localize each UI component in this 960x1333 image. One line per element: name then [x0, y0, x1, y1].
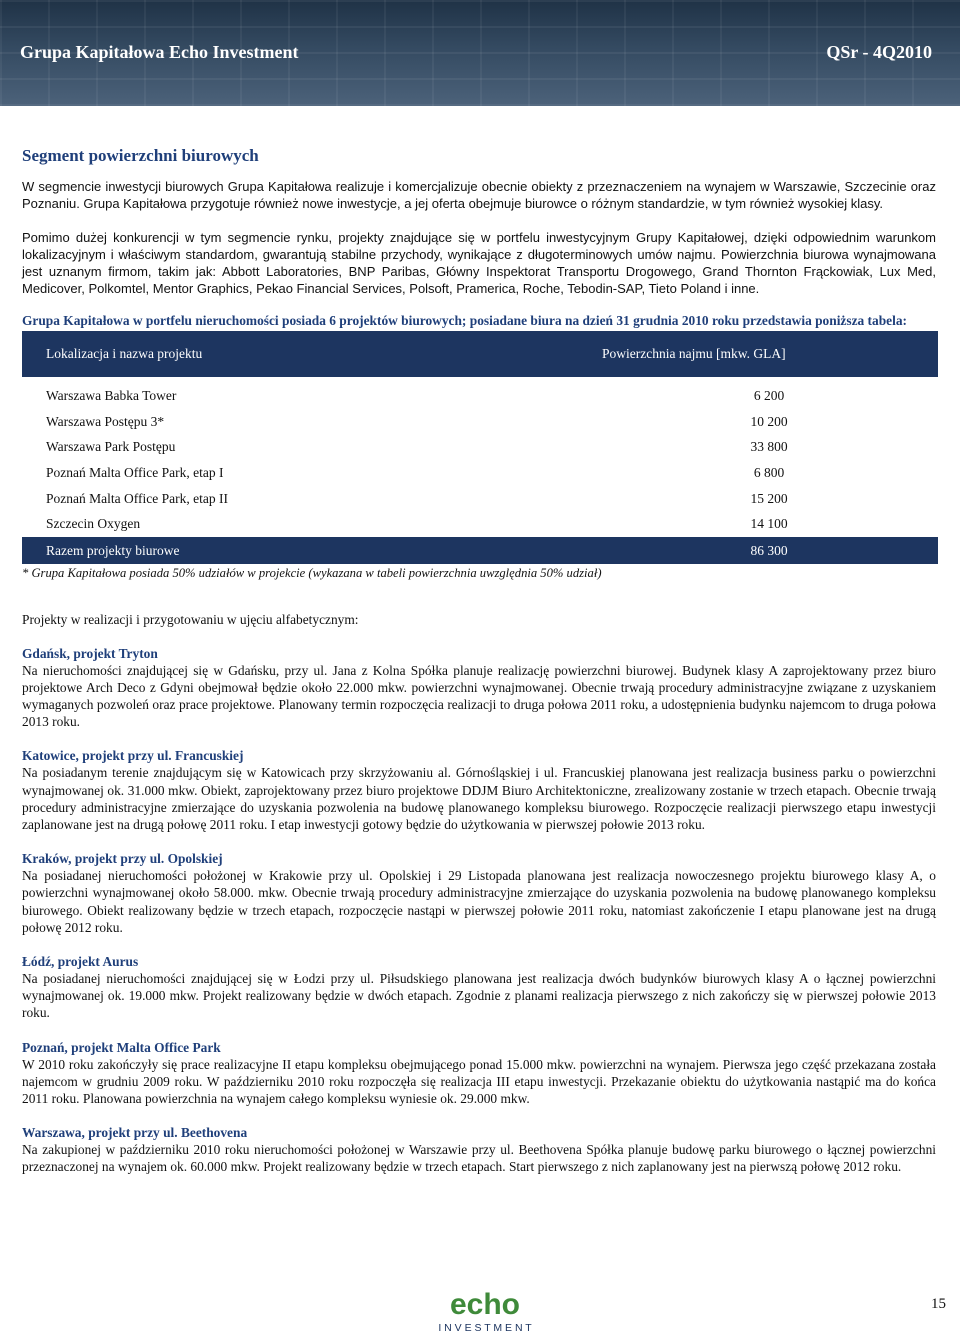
row-location: Warszawa Park Postępu [46, 439, 176, 455]
page-number: 15 [931, 1296, 946, 1312]
project-text: Na posiadanej nieruchomości znajdującej się w Łodzi przy ul. Piłsudskiego planowana jest realizacja dwóch budynków biurowych klasy A o łącznej powierzchni wynajmowanej ok. 19.000 mkw. Projekt realizowany będzie w dwóch etapach. Zgodnie z planami realizacja pierwszego z nich zakończy się w pierwszej połowie 2013 roku. [22, 970, 936, 1021]
column-header-location: Lokalizacja i nazwa projektu [22, 331, 600, 377]
project-block [22, 851, 936, 936]
project-title: Gdańsk, projekt Tryton [22, 645, 158, 661]
total-label: Razem projekty biurowe [22, 537, 600, 564]
row-area: 6 200 [753, 388, 785, 404]
project-block [22, 646, 936, 731]
project-title: Łódź, projekt Aurus [22, 953, 139, 969]
project-title: Katowice, projekt przy ul. Francuskiej [22, 748, 244, 764]
section-title: Segment powierzchni biurowych [22, 146, 259, 165]
table-row [22, 377, 938, 409]
logo-word: echo [449, 1288, 521, 1321]
table-intro: Grupa Kapitałowa w portfelu nieruchomości posiada 6 projektów biurowych; posiadane biura na dzień 31 grudnia 2010 roku przedstawia poniższa tabela: [22, 313, 907, 328]
page-header [0, 0, 960, 106]
project-text: Na posiadanym terenie znajdującym się w Katowicach przy skrzyżowaniu al. Górnośląskiej i ul. Francuskiej planowana jest realizacja business parku o powierzchni wynajmowanej ok. 31.000 mkw. Obiekt, zaprojektowany przez biuro projektowe DDJM Biuro Architektoniczne, zrealizowany zostanie w trzech etapach. Obecnie trwają procedury administracyjne zmierzające do uzyskania pozwolenia na budowę planowanego kompleksu biurowego. Rozpoczęcie realizacji pierwszego etapu inwestycji zaplanowane jest na drugą połowę 2011 roku. I etap inwestycji gotowy będzie do użytkowania w pierwszej połowie 2013 roku. [22, 765, 936, 832]
table-header-row [22, 331, 938, 377]
table-row [22, 435, 938, 461]
row-area: 6 800 [753, 465, 785, 481]
column-header-area: Powierzchnia najmu [mkw. GLA] [600, 331, 938, 377]
row-area: 10 200 [750, 413, 788, 429]
logo-subword: I N V E S T M E N T [438, 1322, 532, 1333]
project-title: Kraków, projekt przy ul. Opolskiej [22, 851, 223, 867]
project-text: Na posiadanej nieruchomości położonej w Krakowie przy ul. Opolskiej i 29 Listopada planowana jest realizacja nowoczesnego projektu biurowego klasy A, o powierzchni wynajmowanej około 58.000. mkw. Obecnie trwają procedury administracyjne zmierzające do uzyskania pozwolenia na budowę planowanego kompleksu biurowego. Obiekt realizowany będzie w trzech etapach, rozpoczęcie nastąpi w pierwszej połowie 2011 roku, natomiast zakończenie I etapu planowane jest na drugą połowę 2012 roku. [22, 868, 936, 935]
header-company-name: Grupa Kapitałowa Echo Investment [20, 42, 299, 62]
main-content [22, 146, 936, 1176]
table-total-row [22, 537, 938, 564]
project-title: Warszawa, projekt przy ul. Beethovena [22, 1125, 248, 1141]
second-paragraph: Pomimo dużej konkurencji w tym segmencie rynku, projekty znajdujące się w portfelu inwestycyjnym Grupy Kapitałowej, dzięki odpowiednim warunkom lokalizacyjnym i właściwym standardom, gwarantują stabilne przychody, wynikające z długoterminowych umów najmu. Powierzchnia biurowa wynajmowana jest uznanym firmom, takim jak: Abbott Laboratories, BNP Paribas, Główny Inspektorat Transportu Drogowego, Grand Thornton Frąckowiak, Lux Med, Medicover, Polkomtel, Mentor Graphics, Pekao Financial Services, Polsoft, Pramerica, Roche, Tebodin-SAP, Tieto Poland i inne. [22, 230, 936, 296]
row-area: 15 200 [750, 490, 788, 506]
intro-paragraph: W segmencie inwestycji biurowych Grupa Kapitałowa realizuje i komercjalizuje obecnie obiekty z przeznaczeniem na wynajem w Warszawie, Szczecinie oraz Poznaniu. Grupa Kapitałowa przygotuje również nowe inwestycje, a jej oferta obejmuje biurowce o różnym standardzie, w tym również wysokiej klasy. [22, 179, 936, 211]
project-block [22, 1040, 936, 1108]
table-footnote: * Grupa Kapitałowa posiada 50% udziałów w projekcie (wykazana w tabeli powierzchnia uwzględnia 50% udział) [22, 566, 602, 581]
total-area: 86 300 [600, 537, 938, 564]
project-block [22, 748, 936, 833]
projects-intro: Projekty w realizacji i przygotowaniu w ujęciu alfabetycznym: [22, 612, 359, 628]
header-report-id: QSr - 4Q2010 [826, 42, 932, 62]
table-row [22, 512, 938, 538]
row-location: Poznań Malta Office Park, etap I [46, 465, 224, 481]
office-projects-table [22, 331, 938, 564]
project-text: Na zakupionej w październiku 2010 roku nieruchomości położonej w Warszawie przy ul. Beethovena Spółka planuje budowę parku biurowego o łącznej powierzchni przeznaczonej na wynajem ok. 60.000 mkw. Projekt realizowany będzie w trzech etapach. Start pierwszego z nich zaplanowany jest na pierwszą połowę 2012 roku. [22, 1142, 936, 1175]
project-text: Na nieruchomości znajdującej się w Gdańsku, przy ul. Jana z Kolna Spółka planuje realizację powierzchni biurowej. Budynek klasy A zaprojektowany przez biuro projektowe Arch Deco z Gdyni obejmował będzie około 22.000 mkw. powierzchni wynajmowanej. Obecnie trwają procedury administracyjne związane z uzyskaniem wymaganych pozwoleń oraz prace projektowe. Planowany termin rozpoczęcia realizacji to druga połowa 2011 roku, a udostępnienia budynku najemcom to druga połowa 2013 roku. [22, 662, 936, 730]
project-text: W 2010 roku zakończyły się prace realizacyjne II etapu kompleksu obejmującego ponad 15.000 mkw. powierzchni na wynajem. Pierwsza jego część przekazana została najemcom w grudniu 2009 roku. W październiku 2010 roku rozpoczęła się realizacja III etapu inwestycji. Przekazanie obiektu do użytkowania nastąpić ma do końca 2011 roku. Planowana powierzchnia na wynajem całego kompleksu wyniesie ok. 29.000 mkw. [22, 1056, 936, 1106]
echo-investment-logo [370, 1288, 600, 1333]
project-block [22, 1125, 936, 1175]
project-title: Poznań, projekt Malta Office Park [22, 1039, 221, 1055]
row-location: Szczecin Oxygen [46, 516, 141, 532]
project-block [22, 954, 936, 1022]
row-area: 33 800 [750, 439, 788, 455]
row-location: Warszawa Postępu 3* [46, 413, 165, 429]
row-area: 14 100 [750, 516, 788, 532]
row-location: Poznań Malta Office Park, etap II [46, 490, 228, 506]
table-row [22, 486, 938, 512]
row-location: Warszawa Babka Tower [46, 388, 177, 404]
table-row [22, 460, 938, 486]
table-row [22, 409, 938, 435]
